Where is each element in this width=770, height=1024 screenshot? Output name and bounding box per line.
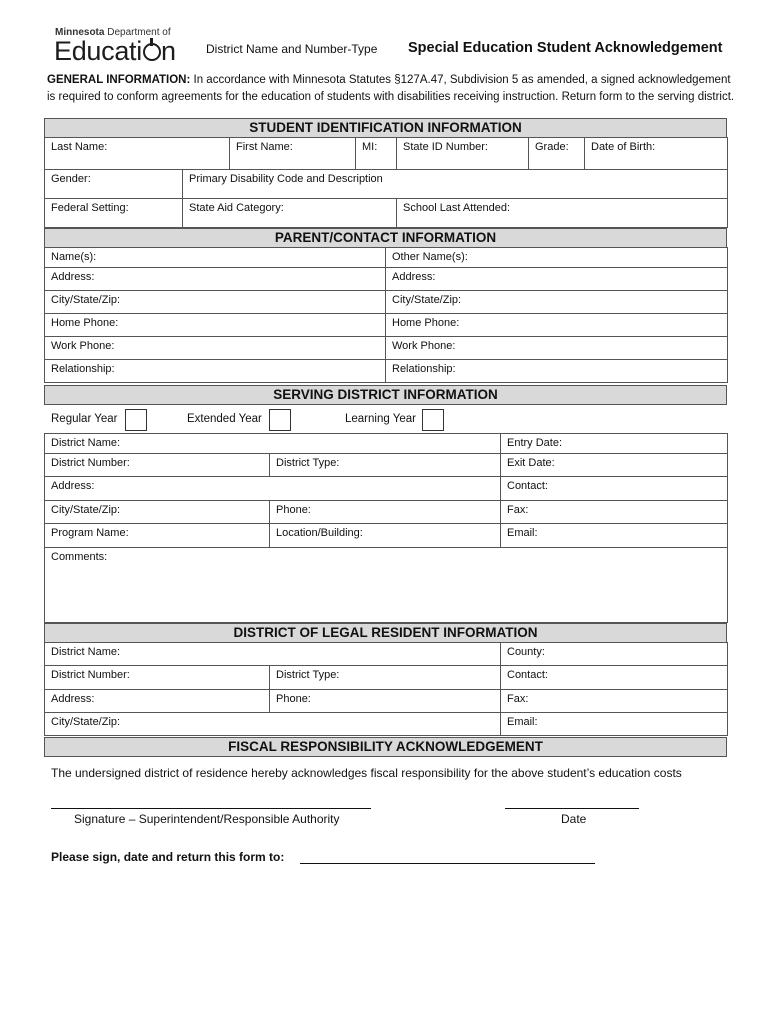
dob-field[interactable]: Date of Birth:	[585, 138, 728, 170]
legal-address-field[interactable]: Address:	[45, 690, 270, 713]
entry-date-field[interactable]: Entry Date:	[501, 434, 728, 454]
learning-year-label: Learning Year	[345, 413, 416, 425]
student-section-heading: STUDENT IDENTIFICATION INFORMATION	[44, 118, 727, 138]
other-name-field[interactable]: Other Name(s):	[386, 248, 728, 268]
serving-contact-field[interactable]: Contact:	[501, 477, 728, 501]
other-relationship-field[interactable]: Relationship:	[386, 360, 728, 383]
serving-email-field[interactable]: Email:	[501, 524, 728, 548]
legal-district-number-field[interactable]: District Number:	[45, 666, 270, 690]
school-last-attended-field[interactable]: School Last Attended:	[397, 199, 728, 228]
date-line[interactable]	[505, 808, 639, 809]
parent-address-field[interactable]: Address:	[45, 268, 386, 291]
grade-field[interactable]: Grade:	[529, 138, 585, 170]
other-home-phone-field[interactable]: Home Phone:	[386, 314, 728, 337]
learning-year-checkbox[interactable]	[422, 409, 444, 431]
parent-relationship-field[interactable]: Relationship:	[45, 360, 386, 383]
other-work-phone-field[interactable]: Work Phone:	[386, 337, 728, 360]
location-building-field[interactable]: Location/Building:	[270, 524, 501, 548]
district-name-type-label: District Name and Number-Type	[206, 42, 378, 56]
first-name-field[interactable]: First Name:	[230, 138, 356, 170]
serving-fax-field[interactable]: Fax:	[501, 501, 728, 524]
serving-district-name-field[interactable]: District Name:	[45, 434, 501, 454]
return-to-line[interactable]	[300, 863, 595, 864]
signature-label: Signature – Superintendent/Responsible Authority	[74, 812, 340, 826]
parent-work-phone-field[interactable]: Work Phone:	[45, 337, 386, 360]
serving-address-field[interactable]: Address:	[45, 477, 501, 501]
fiscal-acknowledgement-text: The undersigned district of residence hereby acknowledges fiscal responsibility for the above student’s education costs	[51, 766, 682, 780]
federal-setting-field[interactable]: Federal Setting:	[45, 199, 183, 228]
disability-field[interactable]: Primary Disability Code and Description	[183, 170, 728, 199]
legal-contact-field[interactable]: Contact:	[501, 666, 728, 690]
legal-district-name-field[interactable]: District Name:	[45, 643, 501, 666]
mi-field[interactable]: MI:	[356, 138, 397, 170]
parent-home-phone-field[interactable]: Home Phone:	[45, 314, 386, 337]
serving-section-heading: SERVING DISTRICT INFORMATION	[44, 385, 727, 405]
date-label: Date	[561, 812, 587, 826]
legal-email-field[interactable]: Email:	[501, 713, 728, 736]
legal-city-field[interactable]: City/State/Zip:	[45, 713, 501, 736]
logo-subtitle: Minnesota Department of	[55, 27, 171, 38]
state-aid-field[interactable]: State Aid Category:	[183, 199, 397, 228]
extended-year-label: Extended Year	[187, 413, 262, 425]
comments-field[interactable]: Comments:	[45, 548, 728, 623]
year-options	[44, 407, 727, 433]
other-city-field[interactable]: City/State/Zip:	[386, 291, 728, 314]
general-information: GENERAL INFORMATION: In accordance with Minnesota Statutes §127A.47, Subdivision 5 as amended, a signed acknowledgement is required to conform agreements for the education of students with disabilities receiving instruction. Return form to the serving district.	[47, 74, 735, 103]
return-to-label: Please sign, date and return this form to:	[51, 850, 285, 864]
parent-city-field[interactable]: City/State/Zip:	[45, 291, 386, 314]
legal-district-type-field[interactable]: District Type:	[270, 666, 501, 690]
state-id-field[interactable]: State ID Number:	[397, 138, 529, 170]
serving-city-field[interactable]: City/State/Zip:	[45, 501, 270, 524]
parent-section-heading: PARENT/CONTACT INFORMATION	[44, 228, 727, 248]
serving-table	[44, 433, 728, 623]
regular-year-label: Regular Year	[51, 413, 118, 425]
legal-fax-field[interactable]: Fax:	[501, 690, 728, 713]
extended-year-checkbox[interactable]	[269, 409, 291, 431]
program-name-field[interactable]: Program Name:	[45, 524, 270, 548]
legal-section-heading: DISTRICT OF LEGAL RESIDENT INFORMATION	[44, 623, 727, 643]
other-address-field[interactable]: Address:	[386, 268, 728, 291]
serving-district-type-field[interactable]: District Type:	[270, 454, 501, 477]
exit-date-field[interactable]: Exit Date:	[501, 454, 728, 477]
fiscal-section-heading: FISCAL RESPONSIBILITY ACKNOWLEDGEMENT	[44, 737, 727, 757]
serving-phone-field[interactable]: Phone:	[270, 501, 501, 524]
parent-table	[44, 247, 728, 383]
gender-field[interactable]: Gender:	[45, 170, 183, 199]
form-title: Special Education Student Acknowledgement	[408, 40, 723, 56]
county-field[interactable]: County:	[501, 643, 728, 666]
parent-name-field[interactable]: Name(s):	[45, 248, 386, 268]
student-table	[44, 137, 728, 228]
regular-year-checkbox[interactable]	[125, 409, 147, 431]
legal-table	[44, 642, 728, 736]
signature-line[interactable]	[51, 808, 371, 809]
last-name-field[interactable]: Last Name:	[45, 138, 230, 170]
logo-o-icon	[143, 43, 161, 61]
legal-phone-field[interactable]: Phone:	[270, 690, 501, 713]
serving-district-number-field[interactable]: District Number:	[45, 454, 270, 477]
logo: Educati n	[54, 36, 176, 66]
